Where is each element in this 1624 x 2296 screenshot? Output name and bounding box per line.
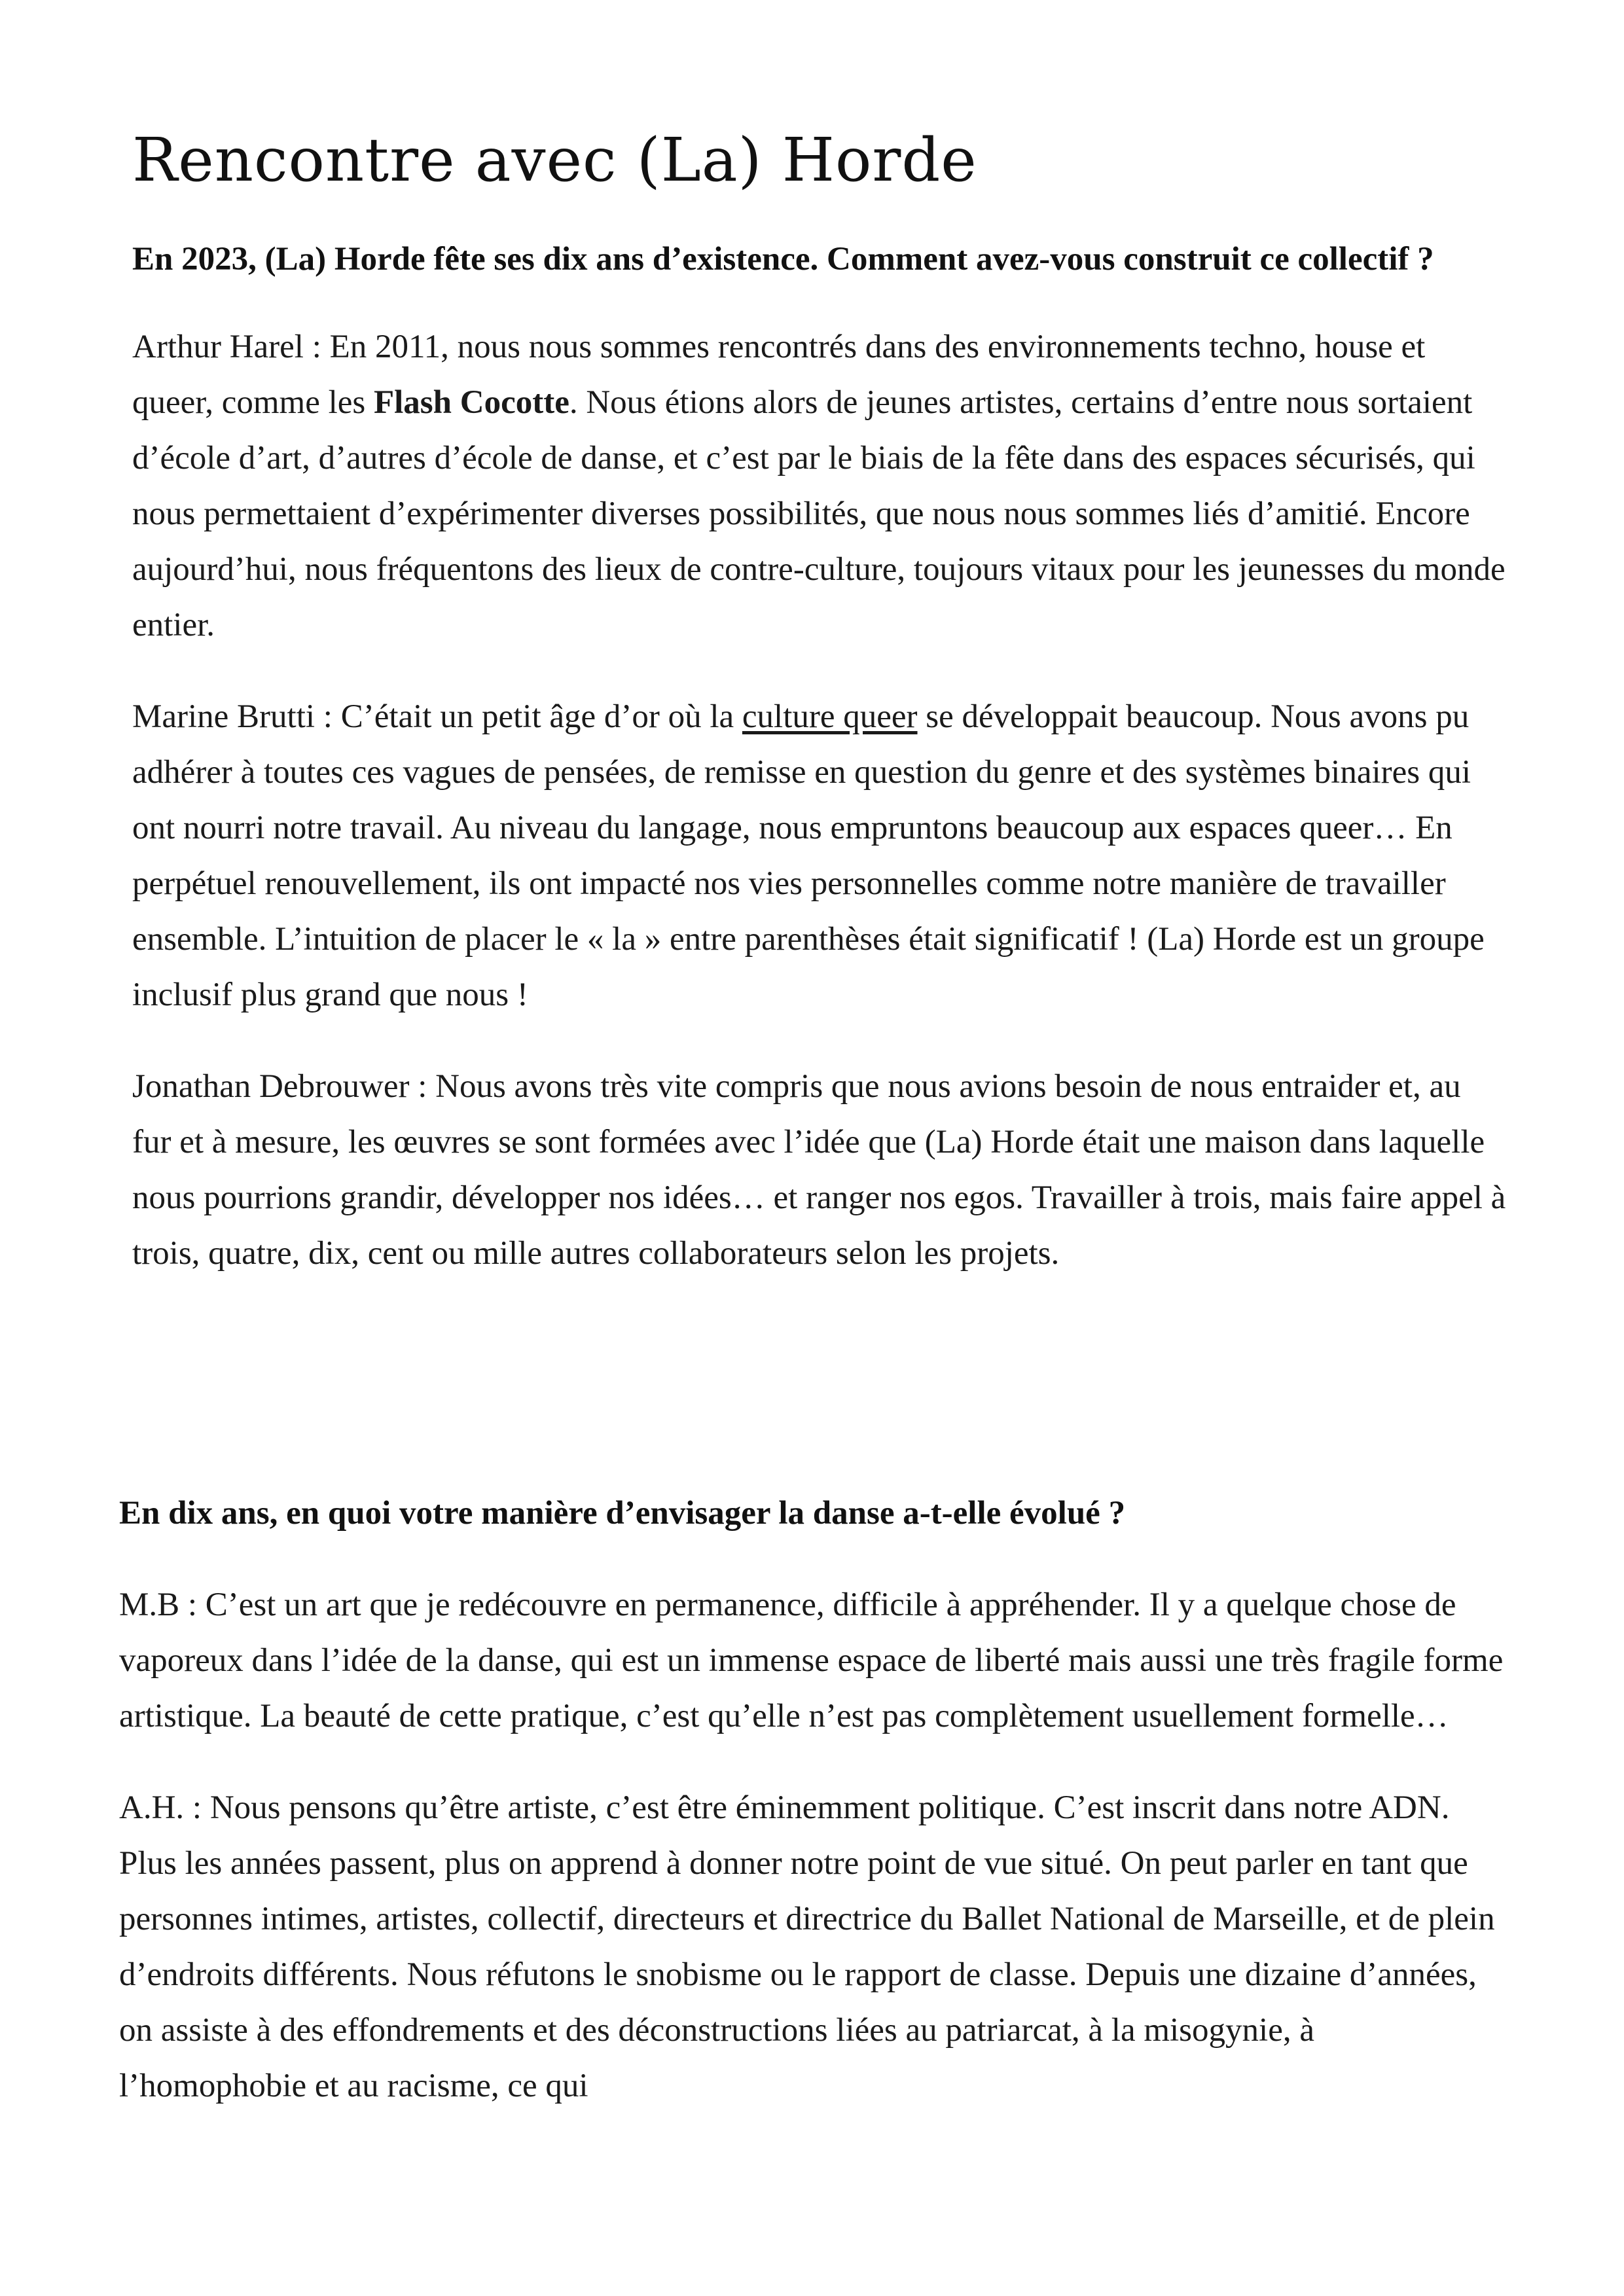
interview-section-2 (119, 1486, 1507, 2150)
answer-jonathan-debrouwer: Jonathan Debrouwer : Nous avons très vite compris que nous avions besoin de nous entraider et, au fur et à mesure, les œuvres se sont formées avec l’idée que (La) Horde était une maison dans laquelle nous pourrions grandir, développer nos idées… et ranger nos egos. Travailler à trois, mais faire appel à trois, quatre, dix, cent ou mille autres collaborateurs selon les projets. (132, 1068, 1506, 1272)
bold-term-flash-cocotte: Flash Cocotte (373, 384, 569, 421)
page-title: Rencontre avec (La) Horde (132, 125, 977, 195)
answer-arthur-harel (132, 319, 1507, 653)
question-2: En dix ans, en quoi votre manière d’envisager la danse a-t-elle évolué ? (119, 1495, 1126, 1532)
answer-mb: M.B : C’est un art que je redécouvre en permanence, difficile à appréhender. Il y a quelque chose de vaporeux dans l’idée de la danse, qui est un immense espace de liberté mais aussi une très fragile forme artistique. La beauté de cette pratique, c’est qu’elle n’est pas complètement usuellement formelle… (119, 1587, 1504, 1734)
answer-text: se développait beaucoup. Nous avons pu adhérer à toutes ces vagues de pensées, de remisse en question du genre et des systèmes binaires qui ont nourri notre travail. Au niveau du langage, nous empruntons beaucoup aux espaces queer… En perpétuel renouvellement, ils ont impacté nos vies personnelles comme notre manière de travailler ensemble. L’intuition de placer le « la » entre parenthèses était significatif ! (La) Horde est un groupe inclusif plus grand que nous ! (132, 698, 1485, 1013)
answer-text: Arthur Harel : En 2011, nous nous sommes rencontrés dans des environnements techno, house et queer, comme les (132, 329, 1426, 421)
answer-text: Marine Brutti : C’était un petit âge d’or où la (132, 698, 742, 735)
question-1: En 2023, (La) Horde fête ses dix ans d’existence. Comment avez-vous construit ce collectif ? (132, 241, 1434, 278)
interview-section-1 (132, 232, 1507, 1318)
answer-text: . Nous étions alors de jeunes artistes, certains d’entre nous sortaient d’école d’art, d’autres d’école de danse, et c’est par le biais de la fête dans des espaces sécurisés, qui nous permettaient d’expérimenter diverses possibilités, que nous nous sommes liés d’amitié. Encore aujourd’hui, nous fréquentons des lieux de contre-culture, toujours vitaux pour les jeunesses du monde entier. (132, 384, 1506, 643)
answer-marine-brutti (132, 689, 1507, 1023)
link-culture-queer[interactable]: culture queer (742, 698, 918, 735)
answer-ah: A.H. : Nous pensons qu’être artiste, c’est être éminemment politique. C’est inscrit dans notre ADN. Plus les années passent, plus on apprend à donner notre point de vue situé. On peut parler en tant que personnes intimes, artistes, collectif, directeurs et directrice du Ballet National de Marseille, et de plein d’endroits différents. Nous réfutons le snobisme ou le rapport de classe. Depuis une dizaine d’années, on assiste à des effondrements et des déconstructions liées au patriarcat, à la misogynie, à l’homophobie et au racisme, ce qui (119, 1789, 1495, 2104)
